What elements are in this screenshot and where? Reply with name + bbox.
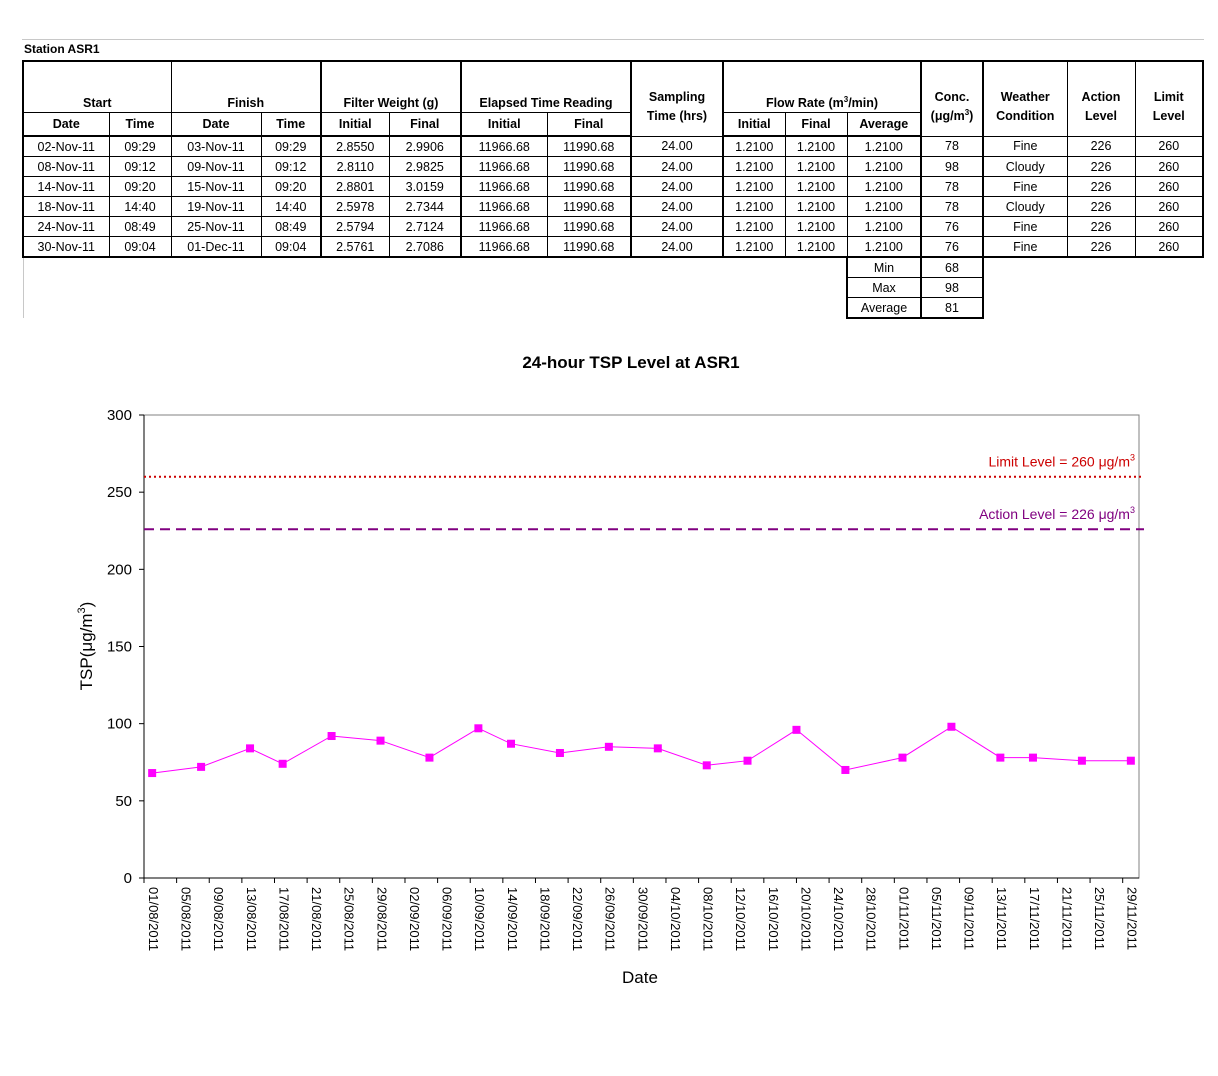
summary-value: 98 (921, 278, 983, 298)
table-row (23, 136, 1203, 157)
data-point (841, 766, 849, 774)
data-point (425, 754, 433, 762)
table-cell: 09:29 (109, 136, 171, 157)
table-row (23, 217, 1203, 237)
table-cell: 25-Nov-11 (171, 217, 261, 237)
x-axis-label: Date (622, 968, 658, 987)
y-tick-label: 300 (106, 407, 132, 424)
x-tick-label: 08/10/2011 (700, 887, 716, 952)
table-cell: 02-Nov-11 (23, 136, 109, 157)
chart-title: 24-hour TSP Level at ASR1 (522, 353, 740, 372)
table-cell: 2.7086 (389, 237, 461, 258)
table-cell: 1.2100 (785, 177, 847, 197)
x-tick-label: 28/10/2011 (863, 887, 879, 952)
x-tick-label: 10/09/2011 (472, 887, 488, 952)
table-cell: 09:20 (109, 177, 171, 197)
conc-line2-suffix: ) (969, 108, 974, 123)
table-cell: 260 (1135, 197, 1203, 217)
limit-line1: Limit (1153, 89, 1184, 104)
table-cell: 1.2100 (723, 136, 785, 157)
table-cell: 11990.68 (547, 197, 631, 217)
subheader-start-date: Date (23, 113, 109, 137)
monitoring-table (22, 60, 1204, 319)
data-point (996, 754, 1004, 762)
table-cell: 11966.68 (461, 177, 547, 197)
table-cell: 18-Nov-11 (23, 197, 109, 217)
table-cell: 08:49 (261, 217, 321, 237)
table-cell: 08:49 (109, 217, 171, 237)
data-point (328, 732, 336, 740)
y-tick-label: 100 (106, 715, 132, 733)
table-cell: 11990.68 (547, 136, 631, 157)
table-cell: 24.00 (631, 177, 723, 197)
x-tick-label: 01/11/2011 (896, 887, 912, 951)
y-axis-label-prefix: TSP(μg/m (77, 613, 96, 691)
summary-spacer (23, 278, 847, 298)
x-tick-label: 02/09/2011 (406, 887, 422, 952)
data-point (947, 723, 955, 731)
sheet-top-border (22, 39, 1204, 40)
data-point (654, 744, 662, 752)
table-cell: 1.2100 (723, 217, 785, 237)
x-tick-label: 04/10/2011 (667, 887, 683, 952)
table-cell: 11966.68 (461, 217, 547, 237)
data-point (744, 757, 752, 765)
x-tick-label: 25/08/2011 (341, 887, 357, 952)
subheader-finish-time: Time (261, 113, 321, 137)
data-point (792, 726, 800, 734)
table-cell: 1.2100 (723, 197, 785, 217)
data-point (197, 763, 205, 771)
table-cell: 2.5761 (321, 237, 389, 258)
summary-blank (983, 298, 1203, 319)
table-cell: 1.2100 (847, 217, 921, 237)
weather-line1: Weather (1000, 89, 1050, 104)
flow-rate-prefix: Flow Rate (m (765, 96, 844, 110)
table-cell: 11990.68 (547, 237, 631, 258)
x-tick-label: 16/10/2011 (765, 887, 781, 952)
table-cell: 09-Nov-11 (171, 157, 261, 177)
series-tsp (148, 723, 1135, 777)
table-cell: Fine (983, 177, 1067, 197)
x-tick-label: 26/09/2011 (602, 887, 618, 952)
table-cell: 3.0159 (389, 177, 461, 197)
table-cell: 11966.68 (461, 157, 547, 177)
table-cell: 19-Nov-11 (171, 197, 261, 217)
action-line1: Action (1081, 89, 1121, 104)
header-start: Start (23, 61, 171, 113)
table-cell: 226 (1067, 136, 1135, 157)
table-row (23, 197, 1203, 217)
summary-label: Average (847, 298, 921, 319)
table-cell: 1.2100 (785, 157, 847, 177)
table-cell: 14:40 (261, 197, 321, 217)
table-cell: 1.2100 (723, 157, 785, 177)
table-cell: Cloudy (983, 197, 1067, 217)
x-tick-label: 01/08/2011 (146, 887, 161, 952)
table-cell: 260 (1135, 177, 1203, 197)
table-cell: 11966.68 (461, 136, 547, 157)
data-point (1078, 757, 1086, 765)
header-flow-rate (723, 61, 921, 113)
header-finish: Finish (171, 61, 321, 113)
table-cell: 09:29 (261, 136, 321, 157)
x-tick-label: 24/10/2011 (831, 887, 847, 952)
x-tick-label: 21/08/2011 (309, 887, 325, 952)
header-action-level (1067, 61, 1135, 136)
table-cell: 1.2100 (723, 237, 785, 258)
table-cell: Cloudy (983, 157, 1067, 177)
x-tick-label: 09/11/2011 (961, 887, 977, 951)
table-cell: 2.7124 (389, 217, 461, 237)
table-cell: 03-Nov-11 (171, 136, 261, 157)
table-body (23, 136, 1203, 257)
table-cell: 24.00 (631, 136, 723, 157)
series-line (152, 727, 1131, 773)
table-cell: 09:12 (261, 157, 321, 177)
action-line2: Level (1085, 108, 1117, 123)
table-cell: 2.5794 (321, 217, 389, 237)
data-point (377, 737, 385, 745)
limit-level-label: Limit Level = 260 $\mu g/m^3$ (988, 452, 1135, 470)
table-cell: 98 (921, 157, 983, 177)
table-cell: Fine (983, 237, 1067, 258)
table-cell: 2.8550 (321, 136, 389, 157)
summary-spacer (23, 298, 847, 319)
y-tick-label: 0 (123, 870, 132, 887)
y-tick-label: 150 (106, 638, 132, 656)
table-cell: 09:12 (109, 157, 171, 177)
summary-blank (983, 278, 1203, 298)
data-point (703, 761, 711, 769)
sampling-line1: Sampling (648, 89, 706, 104)
table-row (23, 157, 1203, 177)
y-tick-label: 200 (106, 561, 132, 579)
subheader-et-initial: Initial (461, 113, 547, 137)
table-cell: 24.00 (631, 217, 723, 237)
conc-line2-sup: 3 (964, 107, 970, 117)
x-tick-label: 05/08/2011 (178, 887, 194, 952)
table-cell: 226 (1067, 217, 1135, 237)
header-weather (983, 61, 1067, 136)
table-cell: 1.2100 (847, 237, 921, 258)
data-point (605, 743, 613, 751)
header-sampling-time (631, 61, 723, 136)
x-tick-label: 25/11/2011 (1092, 887, 1108, 951)
x-tick-label: 17/08/2011 (276, 887, 292, 952)
data-point (279, 760, 287, 768)
table-cell: 2.9825 (389, 157, 461, 177)
table-cell: 09:04 (109, 237, 171, 258)
subheader-finish-date: Date (171, 113, 261, 137)
data-point (1029, 754, 1037, 762)
table-row (23, 177, 1203, 197)
y-tick-label: 250 (106, 484, 132, 502)
data-point (474, 724, 482, 732)
table-cell: 1.2100 (847, 177, 921, 197)
table-cell: 226 (1067, 157, 1135, 177)
table-cell: 78 (921, 197, 983, 217)
table-cell: 11990.68 (547, 157, 631, 177)
table-cell: 2.8110 (321, 157, 389, 177)
x-tick-label: 06/09/2011 (439, 887, 455, 952)
header-elapsed-time: Elapsed Time Reading (461, 61, 631, 113)
table-cell: 14-Nov-11 (23, 177, 109, 197)
table-cell: 260 (1135, 157, 1203, 177)
x-tick-label: 29/11/2011 (1124, 887, 1140, 951)
table-cell: 2.8801 (321, 177, 389, 197)
data-point (507, 740, 515, 748)
table-cell: 1.2100 (785, 136, 847, 157)
x-tick-label: 21/11/2011 (1059, 887, 1075, 951)
summary-blank (983, 257, 1203, 278)
sampling-line2: Time (hrs) (646, 108, 708, 123)
x-tick-label: 12/10/2011 (733, 887, 749, 952)
table-cell: 76 (921, 217, 983, 237)
subheader-et-final: Final (547, 113, 631, 137)
x-tick-label: 20/10/2011 (798, 887, 814, 952)
y-tick-label: 50 (115, 792, 132, 810)
summary-label: Min (847, 257, 921, 278)
x-axis (144, 878, 1140, 951)
subheader-fr-initial: Initial (723, 113, 785, 137)
table-cell: 09:20 (261, 177, 321, 197)
subheader-fr-final: Final (785, 113, 847, 137)
table-cell: 1.2100 (847, 157, 921, 177)
table-cell: 260 (1135, 217, 1203, 237)
header-filter-weight: Filter Weight (g) (321, 61, 461, 113)
x-tick-label: 09/08/2011 (211, 887, 227, 952)
table-cell: 260 (1135, 237, 1203, 258)
subheader-fw-initial: Initial (321, 113, 389, 137)
data-point (1127, 757, 1135, 765)
y-axis-label-sup: 3 (76, 607, 88, 614)
x-tick-label: 30/09/2011 (635, 887, 651, 952)
table-cell: 11990.68 (547, 177, 631, 197)
table-cell: 11966.68 (461, 237, 547, 258)
table-cell: 2.7344 (389, 197, 461, 217)
table-cell: Fine (983, 136, 1067, 157)
table-cell: 2.9906 (389, 136, 461, 157)
table-cell: 1.2100 (785, 197, 847, 217)
y-axis-label (76, 602, 96, 691)
limit-line2: Level (1152, 108, 1185, 123)
table-cell: 01-Dec-11 (171, 237, 261, 258)
x-tick-label: 22/09/2011 (570, 887, 586, 952)
x-tick-label: 18/09/2011 (537, 887, 553, 952)
table-cell: 260 (1135, 136, 1203, 157)
y-axis (107, 407, 144, 887)
subheader-fw-final: Final (389, 113, 461, 137)
reference-lines (144, 453, 1144, 529)
table-cell: 1.2100 (785, 217, 847, 237)
table-cell: 11966.68 (461, 197, 547, 217)
table-cell: 1.2100 (723, 177, 785, 197)
flow-rate-suffix: /min) (848, 96, 879, 110)
x-tick-label: 17/11/2011 (1026, 887, 1042, 951)
subheader-start-time: Time (109, 113, 171, 137)
table-cell: 76 (921, 237, 983, 258)
table-cell: 2.5978 (321, 197, 389, 217)
table-cell: 08-Nov-11 (23, 157, 109, 177)
table-cell: 226 (1067, 177, 1135, 197)
data-point (148, 769, 156, 777)
tsp-line-chart (0, 340, 1218, 1000)
data-point (556, 749, 564, 757)
x-tick-label: 14/09/2011 (504, 887, 520, 952)
summary-label: Max (847, 278, 921, 298)
data-point (898, 754, 906, 762)
table-cell: 09:04 (261, 237, 321, 258)
table-cell: 1.2100 (847, 197, 921, 217)
table-cell: 78 (921, 177, 983, 197)
table-cell: 24.00 (631, 197, 723, 217)
weather-line2: Condition (996, 108, 1055, 123)
x-tick-label: 05/11/2011 (928, 887, 944, 951)
summary-value: 68 (921, 257, 983, 278)
table-cell: 24.00 (631, 157, 723, 177)
table-cell: 14:40 (109, 197, 171, 217)
table-cell: 11990.68 (547, 217, 631, 237)
station-label: Station ASR1 (24, 42, 100, 56)
plot-area (144, 415, 1139, 878)
table-cell: 24-Nov-11 (23, 217, 109, 237)
table-cell: 15-Nov-11 (171, 177, 261, 197)
table-cell: 78 (921, 136, 983, 157)
action-level-label: Action Level = 226 $\mu g/m^3$ (979, 505, 1135, 523)
x-tick-label: 13/08/2011 (243, 887, 259, 952)
table-cell: 30-Nov-11 (23, 237, 109, 258)
data-point (246, 744, 254, 752)
table-cell: 24.00 (631, 237, 723, 258)
flow-rate-sup: 3 (843, 94, 849, 104)
x-tick-label: 29/08/2011 (374, 887, 390, 952)
table-cell: 1.2100 (847, 136, 921, 157)
header-conc (921, 61, 983, 136)
table-cell: 226 (1067, 237, 1135, 258)
table-row (23, 237, 1203, 258)
conc-line2-prefix: (μg/m (930, 108, 965, 123)
summary-spacer (23, 257, 847, 278)
y-axis-label-suffix: ) (77, 601, 96, 608)
x-tick-label: 13/11/2011 (994, 887, 1010, 951)
header-limit-level (1135, 61, 1203, 136)
summary-value: 81 (921, 298, 983, 319)
table-cell: Fine (983, 217, 1067, 237)
table-cell: 226 (1067, 197, 1135, 217)
conc-line1: Conc. (934, 89, 970, 104)
table-cell: 1.2100 (785, 237, 847, 258)
subheader-fr-average: Average (847, 113, 921, 137)
